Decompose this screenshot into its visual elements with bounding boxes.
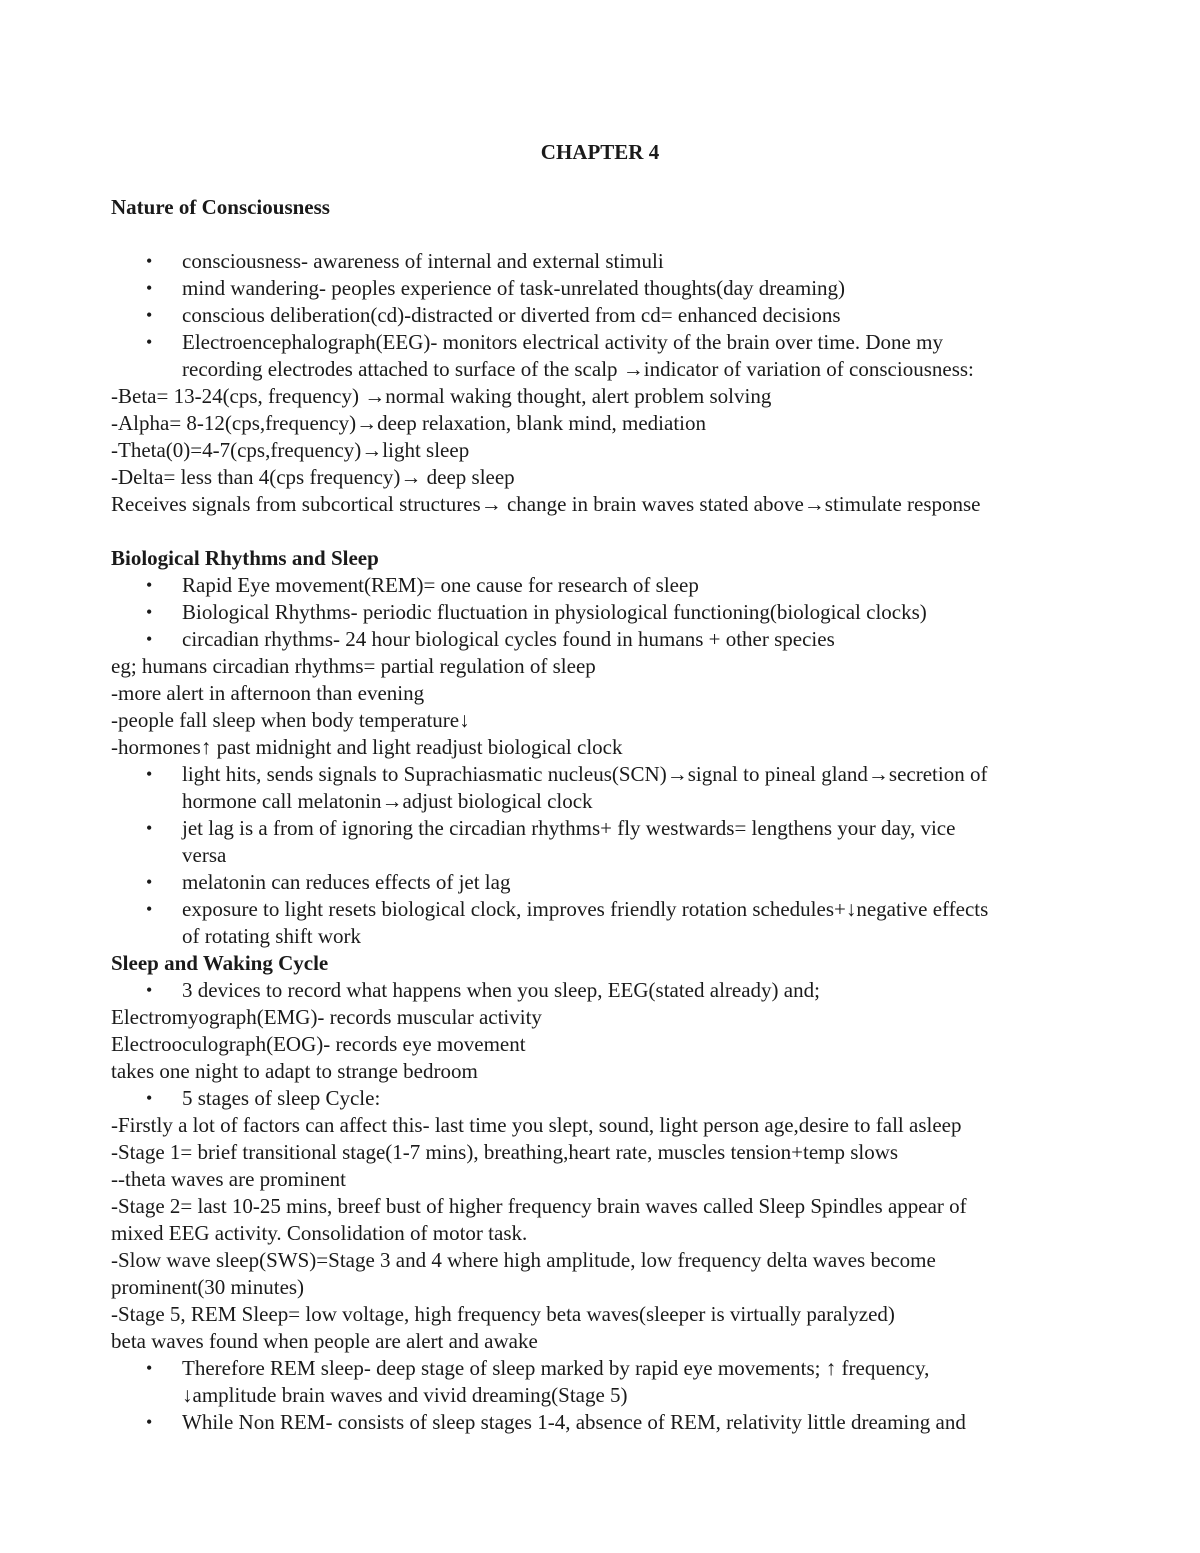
bullet-item <box>111 248 1111 275</box>
text-line: --theta waves are prominent <box>111 1167 346 1191</box>
section <box>111 950 1111 1436</box>
bullet-icon: • <box>146 1412 153 1432</box>
section-heading: Biological Rhythms and Sleep <box>111 546 379 570</box>
bullet-text: While Non REM- consists of sleep stages 1-4, absence of REM, relativity little dreaming and <box>182 1410 966 1434</box>
text-line: -Stage 5, REM Sleep= low voltage, high frequency beta waves(sleeper is virtually paralyzed) <box>111 1302 895 1326</box>
text-line: -Stage 1= brief transitional stage(1-7 mins), breathing,heart rate, muscles tension+temp slows <box>111 1140 899 1164</box>
bullet-item <box>111 1409 1111 1436</box>
text-line: mixed EEG activity. Consolidation of motor task. <box>111 1221 528 1245</box>
text-line: -Beta= 13-24(cps, frequency) →normal waking thought, alert problem solving <box>111 384 772 408</box>
section-heading: Nature of Consciousness <box>111 195 330 219</box>
bullet-icon: • <box>146 1088 153 1108</box>
bullet-text: mind wandering- peoples experience of task-unrelated thoughts(day dreaming) <box>182 276 846 300</box>
section-heading: Sleep and Waking Cycle <box>111 951 329 975</box>
spacer <box>111 518 1111 545</box>
bullet-item <box>111 761 1111 815</box>
bullet-list <box>111 1085 1111 1112</box>
text-line: Receives signals from subcortical structures→ change in brain waves stated above→stimulate response <box>111 492 981 516</box>
text-line: -hormones↑ past midnight and light readjust biological clock <box>111 735 623 759</box>
bullet-text: light hits, sends signals to Suprachiasmatic nucleus(SCN)→signal to pineal gland→secretion of <box>182 762 988 786</box>
text-line: -Firstly a lot of factors can affect this- last time you slept, sound, light person age,desire to fall asleep <box>111 1113 962 1137</box>
bullet-list <box>111 977 1111 1004</box>
bullet-text: 5 stages of sleep Cycle: <box>182 1086 381 1110</box>
bullet-text: of rotating shift work <box>182 924 362 948</box>
bullet-text: consciousness- awareness of internal and external stimuli <box>182 249 664 273</box>
bullet-item <box>111 896 1111 950</box>
bullet-item <box>111 275 1111 302</box>
bullet-icon: • <box>146 872 153 892</box>
chapter-title: CHAPTER 4 <box>540 140 660 164</box>
bullet-icon: • <box>146 764 153 784</box>
bullet-text: circadian rhythms- 24 hour biological cycles found in humans + other species <box>182 627 835 651</box>
bullet-item <box>111 815 1111 869</box>
bullet-text: ↓amplitude brain waves and vivid dreaming(Stage 5) <box>182 1383 628 1407</box>
bullet-icon: • <box>146 980 153 1000</box>
bullet-text: hormone call melatonin→adjust biological clock <box>182 789 593 813</box>
text-line: -people fall sleep when body temperature↓ <box>111 708 470 732</box>
bullet-list <box>111 1355 1111 1436</box>
bullet-text: Therefore REM sleep- deep stage of sleep marked by rapid eye movements; ↑ frequency, <box>182 1356 930 1380</box>
bullet-item <box>111 599 1111 626</box>
bullet-text: Rapid Eye movement(REM)= one cause for research of sleep <box>182 573 699 597</box>
bullet-text: versa <box>182 843 227 867</box>
bullet-text: melatonin can reduces effects of jet lag <box>182 870 511 894</box>
bullet-item <box>111 329 1111 383</box>
bullet-item <box>111 302 1111 329</box>
bullet-text: exposure to light resets biological clock, improves friendly rotation schedules+↓negative effects <box>182 897 989 921</box>
bullet-text: 3 devices to record what happens when you sleep, EEG(stated already) and; <box>182 978 820 1002</box>
text-line: -Slow wave sleep(SWS)=Stage 3 and 4 where high amplitude, low frequency delta waves become <box>111 1248 936 1272</box>
bullet-item <box>111 869 1111 896</box>
bullet-icon: • <box>146 899 153 919</box>
bullet-icon: • <box>146 305 153 325</box>
bullet-text: conscious deliberation(cd)-distracted or diverted from cd= enhanced decisions <box>182 303 841 327</box>
bullet-text: Biological Rhythms- periodic fluctuation in physiological functioning(biological clocks) <box>182 600 927 624</box>
bullet-text: Electroencephalograph(EEG)- monitors electrical activity of the brain over time. Done my <box>182 330 943 354</box>
text-line: prominent(30 minutes) <box>111 1275 305 1299</box>
bullet-list <box>111 248 1111 383</box>
text-line: -Stage 2= last 10-25 mins, breef bust of higher frequency brain waves called Sleep Spindles appear of <box>111 1194 967 1218</box>
text-line: -Delta= less than 4(cps frequency)→ deep sleep <box>111 465 515 489</box>
section <box>111 194 1111 545</box>
bullet-item <box>111 1085 1111 1112</box>
bullet-item <box>111 1355 1111 1409</box>
bullet-icon: • <box>146 1358 153 1378</box>
bullet-icon: • <box>146 629 153 649</box>
text-line: Electrooculograph(EOG)- records eye movement <box>111 1032 526 1056</box>
spacer <box>111 221 1111 248</box>
document-body <box>111 194 1111 1436</box>
bullet-text: jet lag is a from of ignoring the circadian rhythms+ fly westwards= lengthens your day, vice <box>182 816 956 840</box>
text-line: -Alpha= 8-12(cps,frequency)→deep relaxation, blank mind, mediation <box>111 411 706 435</box>
bullet-icon: • <box>146 575 153 595</box>
text-line: -more alert in afternoon than evening <box>111 681 425 705</box>
bullet-item <box>111 626 1111 653</box>
section <box>111 545 1111 950</box>
bullet-item <box>111 977 1111 1004</box>
bullet-icon: • <box>146 332 153 352</box>
text-line: Electromyograph(EMG)- records muscular activity <box>111 1005 542 1029</box>
text-line: -Theta(0)=4-7(cps,frequency)→light sleep <box>111 438 470 462</box>
bullet-list <box>111 761 1111 950</box>
bullet-icon: • <box>146 251 153 271</box>
text-line: beta waves found when people are alert and awake <box>111 1329 538 1353</box>
bullet-text: recording electrodes attached to surface of the scalp →indicator of variation of consciousness: <box>182 357 974 381</box>
bullet-icon: • <box>146 602 153 622</box>
bullet-icon: • <box>146 278 153 298</box>
text-line: eg; humans circadian rhythms= partial regulation of sleep <box>111 654 596 678</box>
bullet-icon: • <box>146 818 153 838</box>
bullet-item <box>111 572 1111 599</box>
text-line: takes one night to adapt to strange bedroom <box>111 1059 478 1083</box>
bullet-list <box>111 572 1111 653</box>
